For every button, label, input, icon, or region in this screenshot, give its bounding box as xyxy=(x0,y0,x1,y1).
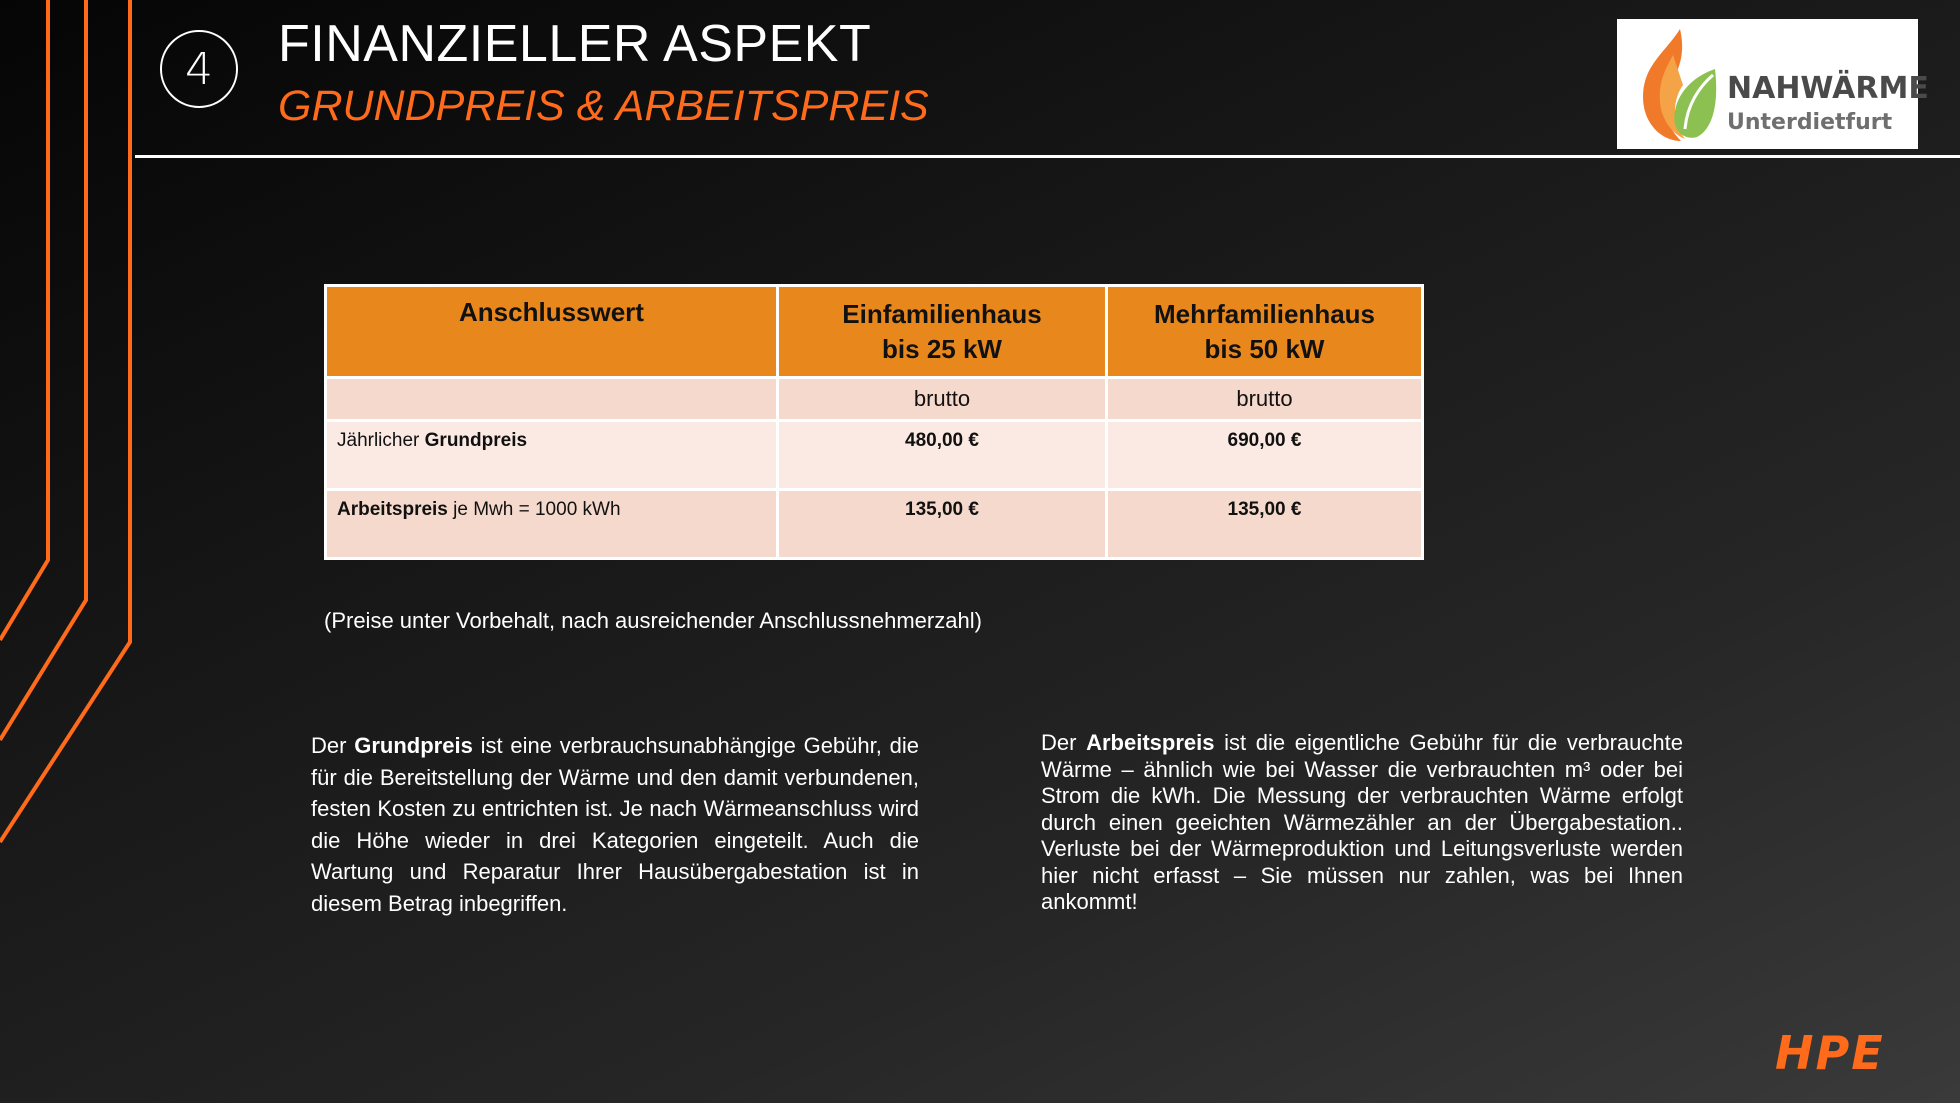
arbeitspreis-description: Der Arbeitspreis ist die eigentliche Gebühr für die verbrauchte Wärme – ähnlich wie bei Wasser die verbrauchten m³ oder bei Strom die kWh. Die Messung der verbrauchten Wärme erfolgt durch einen geeichten Wärmezähler an der Übergabestation.. Verluste bei der Wärmeproduktion und Leitungsverluste werden hier nicht erfasst – Sie müssen nur zahlen, was bei Ihnen ankommt! xyxy=(1041,730,1683,914)
hpe-brand-logo: HPE xyxy=(1775,1026,1885,1080)
step-number-badge: 4 xyxy=(160,30,238,108)
price-value: 135,00 € xyxy=(1107,490,1423,559)
header-einfamilienhaus: Einfamilienhaus bis 25 kW xyxy=(778,286,1107,378)
logo-subtitle: Unterdietfurt xyxy=(1727,110,1893,135)
price-disclaimer: (Preise unter Vorbehalt, nach ausreichender Anschlussnehmerzahl) xyxy=(324,608,982,633)
price-value: 480,00 € xyxy=(778,421,1107,490)
logo-title: NAHWÄRME xyxy=(1727,71,1929,106)
row-label-arbeitspreis: Arbeitspreis je Mwh = 1000 kWh xyxy=(326,490,778,559)
header-mehrfamilienhaus: Mehrfamilienhaus bis 50 kW xyxy=(1107,286,1423,378)
table-row xyxy=(326,421,1423,490)
decorative-orange-lines xyxy=(0,0,140,860)
row-label-grundpreis: Jährlicher Grundpreis xyxy=(326,421,778,490)
header-divider xyxy=(135,155,1960,158)
table-row xyxy=(326,490,1423,559)
table-cell xyxy=(326,378,778,421)
price-table xyxy=(324,284,1424,560)
page-subtitle: GRUNDPREIS & ARBEITSPREIS xyxy=(278,82,929,130)
table-header-row xyxy=(326,286,1423,378)
price-value: 135,00 € xyxy=(778,490,1107,559)
header-anschlusswert: Anschlusswert xyxy=(326,286,778,378)
flame-leaf-icon xyxy=(1635,25,1720,145)
price-value: 690,00 € xyxy=(1107,421,1423,490)
table-cell: brutto xyxy=(778,378,1107,421)
table-row xyxy=(326,378,1423,421)
table-cell: brutto xyxy=(1107,378,1423,421)
company-logo xyxy=(1617,19,1929,149)
grundpreis-description: Der Grundpreis ist eine verbrauchsunabhängige Gebühr, die für die Bereitstellung der Wärme und den damit verbundenen, festen Kosten zu entrichten ist. Je nach Wärmeanschluss wird die Höhe wieder in drei Kategorien eingeteilt. Auch die Wartung und Reparatur Ihrer Hausübergabestation ist in diesem Betrag inbegriffen. xyxy=(311,733,919,916)
page-title: FINANZIELLER ASPEKT xyxy=(278,15,872,73)
